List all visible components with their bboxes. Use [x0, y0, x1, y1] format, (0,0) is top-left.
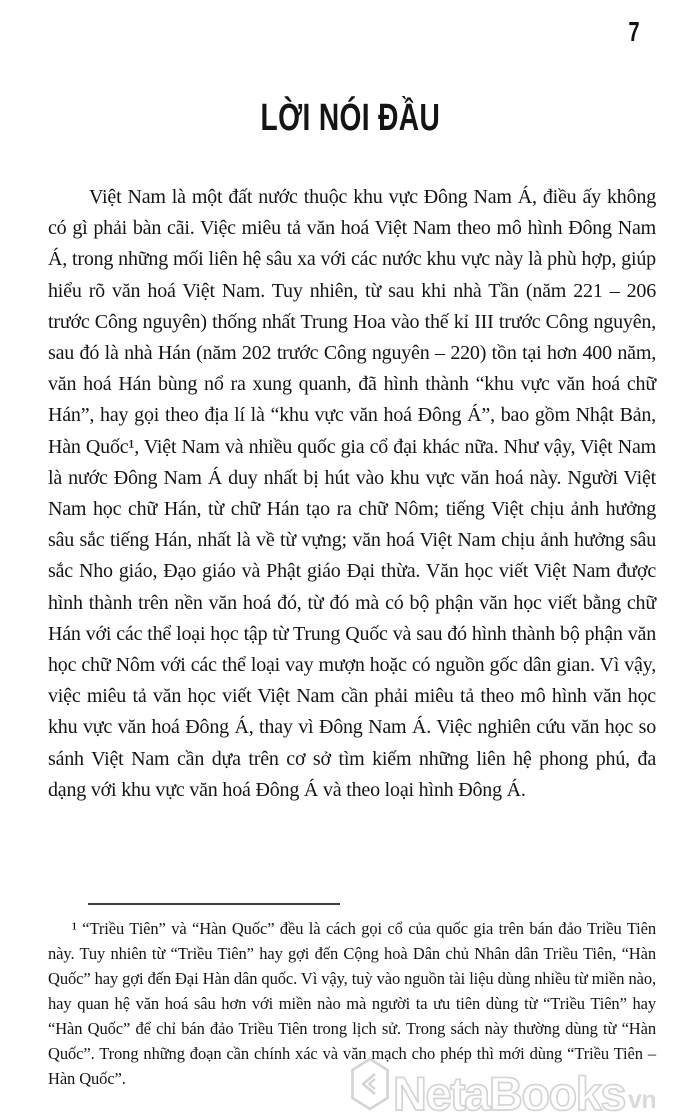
chapter-title-container: [0, 97, 700, 140]
watermark-brand-text: NetaBooks: [393, 1066, 626, 1120]
footnote-text: ¹ “Triều Tiên” và “Hàn Quốc” đều là cách gọi cổ của quốc gia trên bán đảo Triều Tiên này. Tuy nhiên từ “Triều Tiên” hay gợi đến Cộng hoà Dân chủ Nhân dân Triều Tiên, “Hàn Quốc” hay gợi đến Đại Hàn dân quốc. Vì vậy, tuỳ vào nguồn tài liệu dùng nhiều từ miền nào, hay quan hệ văn hoá sâu hơn với miền nào mà người ta ưu tiên dùng từ “Triều Tiên” hay “Hàn Quốc” để chỉ bán đảo Triều Tiên trong lịch sử. Trong sách này thường dùng từ “Hàn Quốc”. Trong những đoạn cần chính xác và văn mạch cho phép thì mới dùng “Triều Tiên – Hàn Quốc”.: [48, 919, 656, 1088]
page-number: 7: [628, 16, 640, 47]
watermark-domain-suffix: vn: [628, 1086, 657, 1114]
chapter-title: LỜI NÓI ĐẦU: [260, 97, 440, 139]
footnote-separator: [88, 903, 340, 905]
body-paragraph: Việt Nam là một đất nước thuộc khu vực Đông Nam Á, điều ấy không có gì phải bàn cãi. Việc miêu tả văn hoá Việt Nam theo mô hình Đông Nam Á, trong những mối liên hệ sâu xa với các nước khu vực này là phù hợp, giúp hiểu rõ văn hoá Việt Nam. Tuy nhiên, từ sau khi nhà Tần (năm 221 – 206 trước Công nguyên) thống nhất Trung Hoa vào thế kỉ III trước Công nguyên, sau đó là nhà Hán (năm 202 trước Công nguyên – 220) tồn tại hơn 400 năm, văn hoá Hán bùng nổ ra xung quanh, đã hình thành “khu vực văn hoá chữ Hán”, hay gọi theo địa lí là “khu vực văn hoá Đông Á”, bao gồm Nhật Bản, Hàn Quốc¹, Việt Nam và nhiều quốc gia cổ đại khác nữa. Như vậy, Việt Nam là nước Đông Nam Á duy nhất bị hút vào khu vực văn hoá này. Người Việt Nam học chữ Hán, từ chữ Hán tạo ra chữ Nôm; tiếng Việt chịu ảnh hưởng sâu sắc tiếng Hán, nhất là về từ vựng; văn hoá Việt Nam chịu ảnh hưởng sâu sắc Nho giáo, Đạo giáo và Phật giáo Đại thừa. Văn học viết Việt Nam được hình thành trên nền văn hoá đó, từ đó mà có bộ phận văn học viết bằng chữ Hán với các thể loại học tập từ Trung Quốc và sau đó hình thành bộ phận văn học chữ Nôm với các thể loại vay mượn hoặc có nguồn gốc dân gian. Vì vậy, việc miêu tả văn học viết Việt Nam cần phải miêu tả theo mô hình văn học khu vực văn hoá Đông Á, thay vì Đông Nam Á. Việc nghiên cứu văn học so sánh Việt Nam cần dựa trên cơ sở tìm kiếm những liên hệ phong phú, đa dạng với khu vực văn hoá Đông Á và theo loại hình Đông Á.: [48, 186, 656, 801]
